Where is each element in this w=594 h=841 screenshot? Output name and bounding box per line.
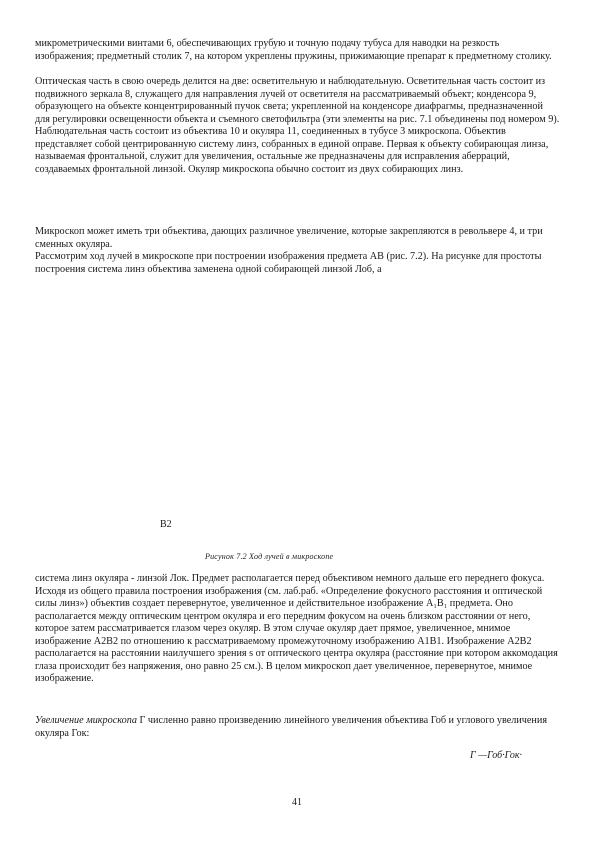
- paragraph-magnification: [35, 715, 560, 740]
- paragraph-objectives: Микроскоп может иметь три объектива, дающих различное увеличение, которые закрепляются в револьвере 4, и три сменных окуляра.: [35, 226, 543, 250]
- paragraph-ray-path: Рассмотрим ход лучей в микроскопе при построении изображения предмета АВ (рис. 7.2). На рисунке для простоты построения система линз объектива заменена одной собирающей линзой Лоб, а: [35, 251, 542, 275]
- magnification-text: Г численно равно произведению линейного увеличения объектива Гоб и углового увеличения окуляра Гок:: [35, 715, 548, 739]
- figure-caption: Рисунок 7.2 Ход лучей в микроскопе: [205, 552, 334, 561]
- paragraph-1: микрометрическими винтами 6, обеспечивающих грубую и точную подачу тубуса для наводки на резкость изображения; предметный столик 7, на котором укреплены пружины, прижимающие препарат к предметному столику.: [35, 38, 552, 62]
- paragraph-optical-part: Оптическая часть в свою очередь делится на две: осветительную и наблюдательную. Осветительная часть состоит из подвижного зеркала 8, служащего для направления лучей от осветителя на рассматриваемый объект; конденсора 9, образующего на объекте концентрированный пучок света; укрепленной на конденсоре диафрагмы, предназначенной для регулировки освещенности объекта и съемного светофильтра (эти элементы на рис. 7.1 объединены под номером 9). Наблюдательная часть состоит из объектива 10 и окуляра 11, соединенных в тубусе 3 микроскопа. Объектив представляет собой центрированную систему линз, собранных в единой оправе. Первая к объекту собирающая линза, называемая фронтальной, служит для увеличения, остальные же предназначены для исправления аберраций, создаваемых фронтальной линзой. Окуляр микроскопа обычно состоит из двух собирающих линз.: [35, 76, 560, 175]
- figure-7-2-area: [35, 290, 560, 545]
- term-magnification: Увеличение микроскопа: [35, 715, 137, 726]
- paragraph-eyepiece: система линз окуляра - линзой Лок. Предмет располагается перед объективом немного дальше его переднего фокуса. Исходя из общего правила построения изображения (см. лаб.раб. «Определение фокусного расстояния и оптической силы линз») объектив создает перевернутое, увеличенное и действительное изображение А₁В₁ предмета. Оно располагается между оптическим центром окуляра и его передним фокусом на очень близком расстоянии от него, которое затем рассматривается глазом через окуляр. В этом случае окуляр дает прямое, увеличенное, мнимое изображение А2В2 по отношению к рассматриваемому промежуточному изображению А1В1. Изображение А2В2 располагается на расстоянии наилучшего зрения s от оптического центра окуляра (расстояние при котором аккомодация глаза происходит без напряжения, оно равно 25 см.). В целом микроскоп дает увеличенное, перевернутое, мнимое изображение.: [35, 573, 558, 684]
- page-number: 41: [292, 797, 302, 808]
- figure-label-b2: В2: [160, 519, 172, 530]
- magnification-formula: Г —Гоб·Гок·: [470, 750, 522, 761]
